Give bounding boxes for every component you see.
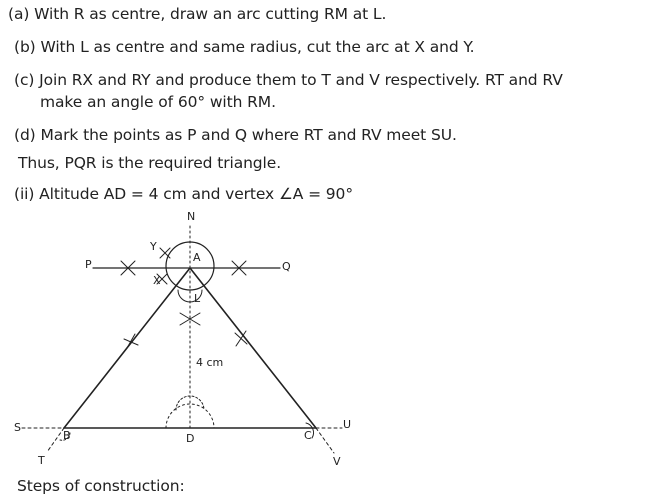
extension-v bbox=[316, 428, 334, 453]
label-v: V bbox=[333, 455, 341, 468]
label-a: A bbox=[193, 251, 201, 264]
label-d: D bbox=[186, 432, 195, 445]
label-p: P bbox=[85, 258, 92, 271]
step-a: (a) With R as centre, draw an arc cutting RM at L. bbox=[8, 5, 387, 23]
side-ac bbox=[190, 268, 316, 428]
step-b: (b) With L as centre and same radius, cut the arc at X and Y. bbox=[14, 38, 475, 56]
step-d: (d) Mark the points as P and Q where RT and RV meet SU. bbox=[14, 126, 457, 144]
label-x: X bbox=[153, 274, 161, 287]
label-measure: 4 cm bbox=[196, 356, 224, 369]
label-b: B bbox=[63, 429, 71, 442]
label-y: Y bbox=[150, 240, 157, 253]
label-c: C bbox=[304, 429, 312, 442]
label-u: U bbox=[343, 418, 352, 431]
part-ii-heading: (ii) Altitude AD = 4 cm and vertex ∠A = 90° bbox=[14, 185, 353, 203]
steps-of-construction-heading: Steps of construction: bbox=[17, 477, 185, 495]
label-l: L bbox=[194, 292, 201, 305]
label-n: N bbox=[187, 210, 196, 223]
conclusion: Thus, PQR is the required triangle. bbox=[18, 154, 282, 172]
label-t: T bbox=[38, 454, 45, 467]
label-q: Q bbox=[282, 260, 291, 273]
step-c-line2: make an angle of 60° with RM. bbox=[40, 93, 276, 111]
label-s: S bbox=[14, 421, 21, 434]
step-c-line1: (c) Join RX and RY and produce them to T and V respectively. RT and RV bbox=[14, 71, 563, 89]
